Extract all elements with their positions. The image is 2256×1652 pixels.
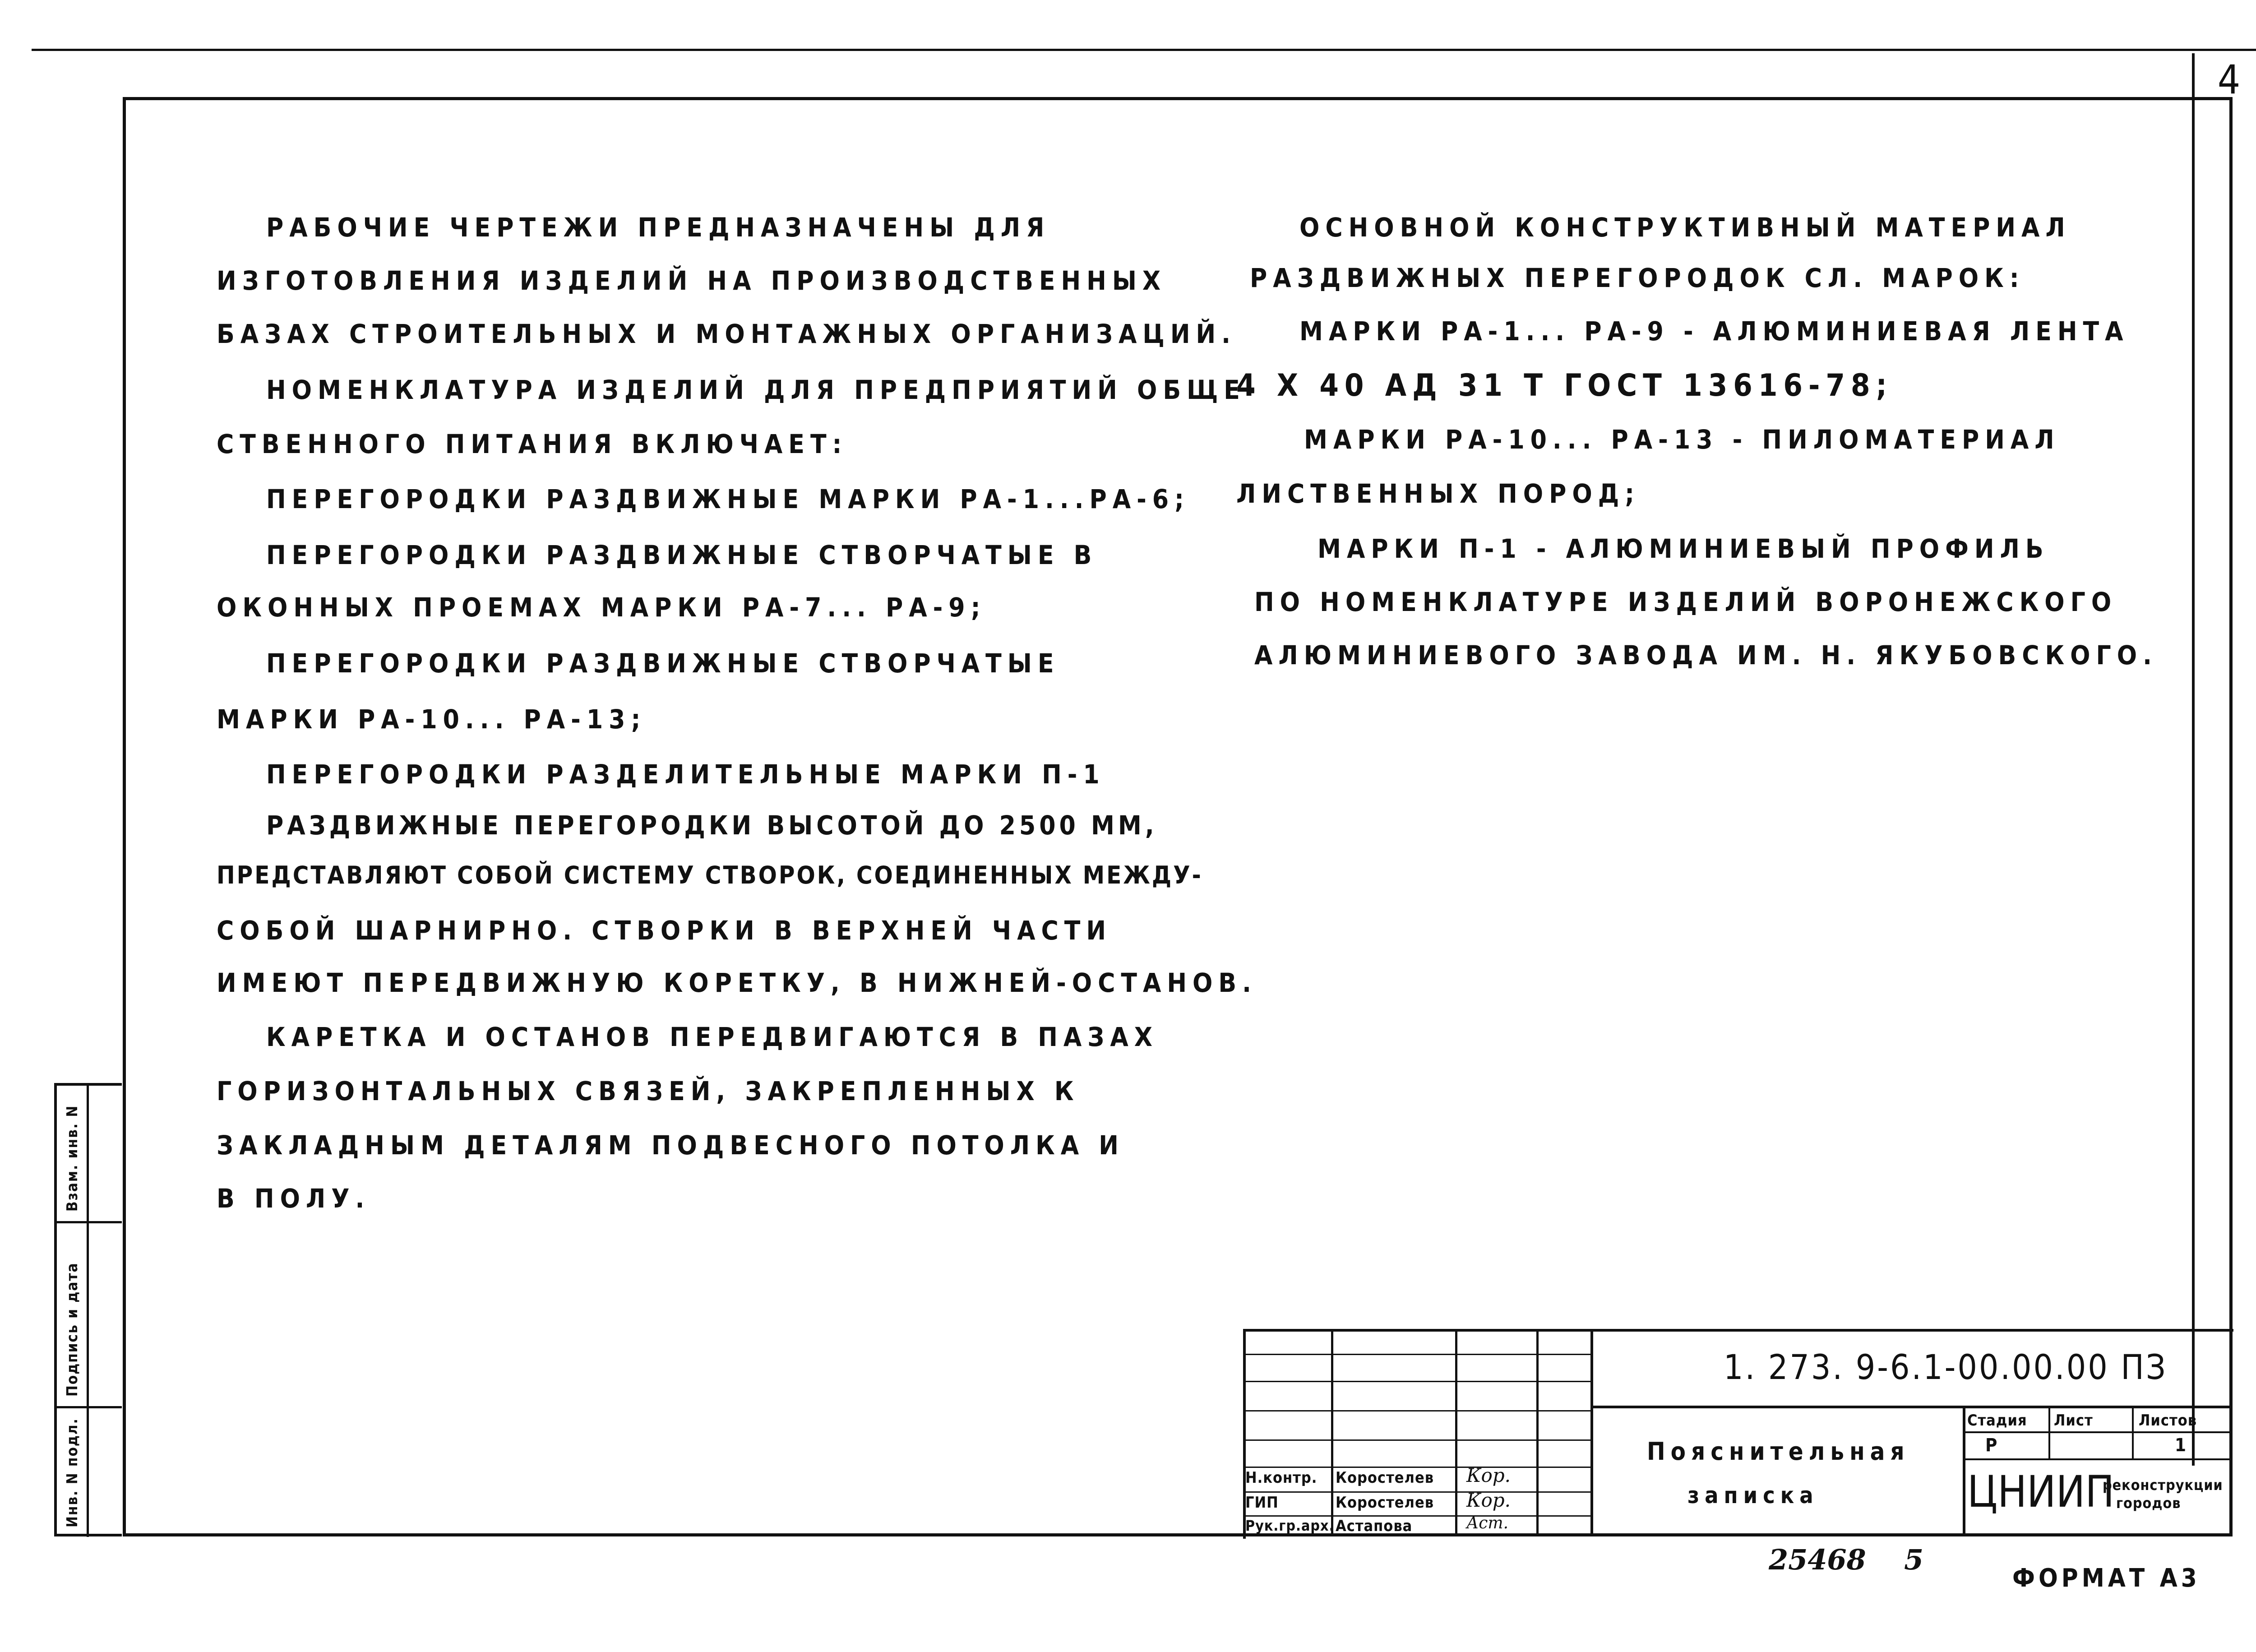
sheets-header: Листов bbox=[2139, 1411, 2197, 1430]
format-label: ФОРМАТ А3 bbox=[2012, 1564, 2201, 1593]
left-line-14: СОБОЙ ШАРНИРНО. СТВОРКИ В ВЕРХНЕЙ ЧАСТИ bbox=[217, 915, 1112, 946]
doc-title-2: записка bbox=[1687, 1482, 1819, 1509]
side-vzam-inv: Взам. инв. N bbox=[63, 1105, 81, 1212]
right-line-1: ОСНОВНОЙ КОНСТРУКТИВНЫЙ МАТЕРИАЛ bbox=[1299, 212, 2071, 243]
sheet-header: Лист bbox=[2054, 1411, 2093, 1430]
archive-number-2: 5 bbox=[1904, 1543, 1924, 1576]
org-main: ЦНИИП bbox=[1967, 1467, 2115, 1517]
right-line-3: МАРКИ РА-1... РА-9 - АЛЮМИНИЕВАЯ ЛЕНТА bbox=[1299, 316, 2129, 347]
sig-role-2: ГИП bbox=[1245, 1494, 1279, 1512]
sig-sign-3: Аст. bbox=[1466, 1514, 1509, 1532]
org-sub-2: городов bbox=[2116, 1495, 2181, 1512]
left-line-2: ИЗГОТОВЛЕНИЯ ИЗДЕЛИЙ НА ПРОИЗВОДСТВЕННЫХ bbox=[217, 265, 1167, 296]
stage-value: Р bbox=[1985, 1435, 1998, 1456]
top-border-line bbox=[32, 49, 2256, 51]
left-line-6: ПЕРЕГОРОДКИ РАЗДВИЖНЫЕ МАРКИ РА-1...РА-6; bbox=[266, 484, 1190, 514]
left-line-18: ЗАКЛАДНЫМ ДЕТАЛЯМ ПОДВЕСНОГО ПОТОЛКА И bbox=[217, 1130, 1124, 1161]
left-line-10: МАРКИ РА-10... РА-13; bbox=[217, 704, 647, 735]
left-line-13: ПРЕДСТАВЛЯЮТ СОБОЙ СИСТЕМУ СТВОРОК, СОЕДИНЕННЫХ МЕЖДУ- bbox=[217, 861, 1203, 889]
right-line-9: АЛЮМИНИЕВОГО ЗАВОДА ИМ. Н. ЯКУБОВСКОГО. bbox=[1254, 640, 2158, 671]
left-line-19: В ПОЛУ. bbox=[217, 1183, 370, 1214]
sheets-value: 1 bbox=[2175, 1435, 2187, 1456]
stage-header: Стадия bbox=[1967, 1411, 2027, 1430]
doc-code: 1. 273. 9-6.1-00.00.00 ПЗ bbox=[1724, 1347, 2168, 1387]
sig-name-2: Коростелев bbox=[1336, 1494, 1434, 1512]
sig-sign-1: Кор. bbox=[1466, 1464, 1511, 1486]
left-line-3: БАЗАХ СТРОИТЕЛЬНЫХ И МОНТАЖНЫХ ОРГАНИЗАЦИЙ. bbox=[217, 319, 1237, 349]
right-line-4: 4 Х 40 АД 31 Т ГОСТ 13616-78; bbox=[1236, 368, 1893, 403]
sig-sign-2: Кор. bbox=[1466, 1489, 1511, 1511]
sig-role-1: Н.контр. bbox=[1245, 1469, 1318, 1487]
left-line-12: РАЗДВИЖНЫЕ ПЕРЕГОРОДКИ ВЫСОТОЙ ДО 2500 ММ, bbox=[266, 810, 1158, 841]
right-line-5: МАРКИ РА-10... РА-13 - ПИЛОМАТЕРИАЛ bbox=[1304, 424, 2060, 455]
left-line-15: ИМЕЮТ ПЕРЕДВИЖНУЮ КОРЕТКУ, В НИЖНЕЙ-ОСТАНОВ. bbox=[217, 967, 1257, 998]
org-sub-1: реконструкции bbox=[2103, 1476, 2223, 1494]
side-podpis-data: Подпись и дата bbox=[63, 1262, 81, 1397]
right-line-2: РАЗДВИЖНЫХ ПЕРЕГОРОДОК СЛ. МАРОК: bbox=[1250, 263, 2025, 293]
left-line-11: ПЕРЕГОРОДКИ РАЗДЕЛИТЕЛЬНЫЕ МАРКИ П-1 bbox=[266, 759, 1105, 790]
left-line-4: НОМЕНКЛАТУРА ИЗДЕЛИЙ ДЛЯ ПРЕДПРИЯТИЙ ОБЩЕ- bbox=[266, 375, 1262, 405]
right-line-6: ЛИСТВЕННЫХ ПОРОД; bbox=[1236, 478, 1641, 509]
sig-name-3: Астапова bbox=[1336, 1517, 1413, 1535]
left-line-8: ОКОННЫХ ПРОЕМАХ МАРКИ РА-7... РА-9; bbox=[217, 592, 986, 623]
left-line-16: КАРЕТКА И ОСТАНОВ ПЕРЕДВИГАЮТСЯ В ПАЗАХ bbox=[266, 1022, 1158, 1052]
left-line-5: СТВЕННОГО ПИТАНИЯ ВКЛЮЧАЕТ: bbox=[217, 429, 848, 459]
sig-role-3: Рук.гр.арх. bbox=[1245, 1517, 1335, 1534]
left-line-17: ГОРИЗОНТАЛЬНЫХ СВЯЗЕЙ, ЗАКРЕПЛЕННЫХ К bbox=[217, 1076, 1080, 1106]
archive-number: 25468 bbox=[1769, 1543, 1866, 1576]
right-line-7: МАРКИ П-1 - АЛЮМИНИЕВЫЙ ПРОФИЛЬ bbox=[1318, 533, 2049, 564]
sig-name-1: Коростелев bbox=[1336, 1469, 1434, 1487]
left-line-7: ПЕРЕГОРОДКИ РАЗДВИЖНЫЕ СТВОРЧАТЫЕ В bbox=[266, 540, 1098, 570]
page-number: 4 bbox=[2217, 56, 2241, 103]
doc-title-1: Пояснительная bbox=[1647, 1437, 1910, 1466]
side-inv-podl: Инв. N подл. bbox=[63, 1418, 81, 1527]
right-line-8: ПО НОМЕНКЛАТУРЕ ИЗДЕЛИЙ ВОРОНЕЖСКОГО bbox=[1254, 587, 2117, 617]
left-line-1: РАБОЧИЕ ЧЕРТЕЖИ ПРЕДНАЗНАЧЕНЫ ДЛЯ bbox=[266, 212, 1050, 243]
left-line-9: ПЕРЕГОРОДКИ РАЗДВИЖНЫЕ СТВОРЧАТЫЕ bbox=[266, 648, 1060, 679]
